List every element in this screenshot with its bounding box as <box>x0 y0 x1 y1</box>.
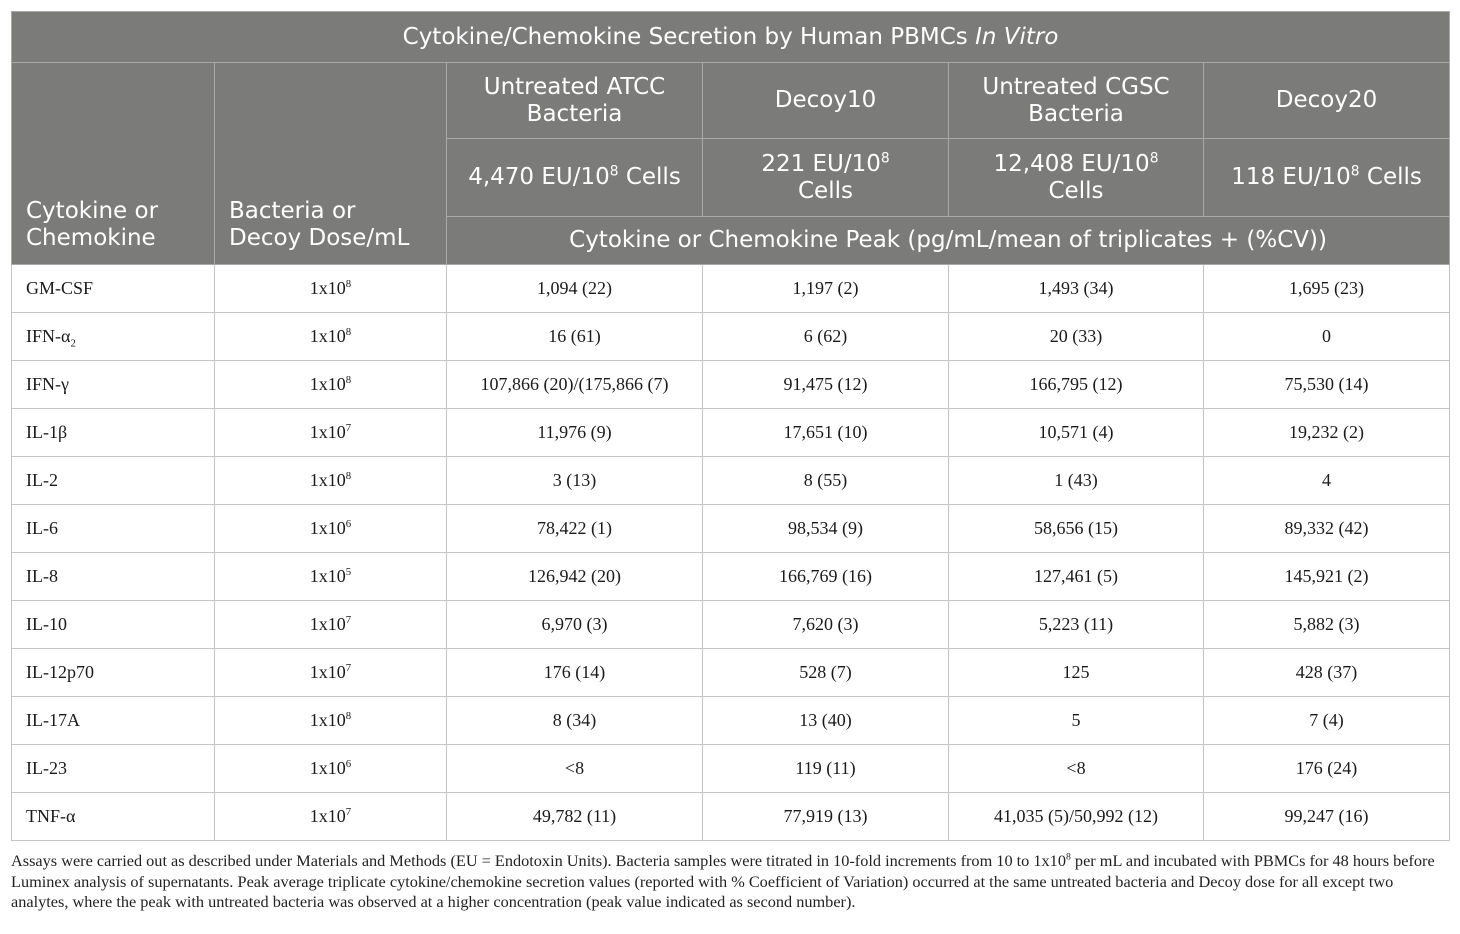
group-endotoxin: 118 $EU/10^8$ Cells <box>1204 139 1450 217</box>
cytokine-name: IL-8 <box>12 553 215 601</box>
cytokine-name: IL-17A <box>12 697 215 745</box>
cytokine-name: IFN-$\alpha_2$ <box>12 313 215 361</box>
value-cell: 107,866 (20)/(175,866 (7) <box>447 361 703 409</box>
value-cell: 19,232 (2) <box>1204 409 1450 457</box>
value-cell: 6 (62) <box>703 313 949 361</box>
table-row <box>12 601 1450 649</box>
value-cell: 49,782 (11) <box>447 793 703 841</box>
table-row <box>12 697 1450 745</box>
cytokine-name: IL-12p70 <box>12 649 215 697</box>
dose-cell: $1x10^7$ <box>215 409 447 457</box>
table-container <box>11 11 1449 841</box>
value-cell: 428 (37) <box>1204 649 1450 697</box>
value-cell: 1,695 (23) <box>1204 265 1450 313</box>
table-row <box>12 505 1450 553</box>
value-cell: 176 (24) <box>1204 745 1450 793</box>
footnote: Assays were carried out as described under Materials and Methods (EU = Endotoxin Units). Bacteria samples were titrated in 10-fold increments from 10 to $1x10^8$ per mL and incubated with PBMCs for 48 hours before Luminex analysis of supernatants. Peak average triplicate cytokine/chemokine secretion values (reported with % Coefficient of Variation) occurred at the same untreated bacteria and Decoy dose for all except two analytes, where the peak with untreated bacteria was observed at a higher concentration (peak value indicated as second number). <box>11 851 1435 911</box>
value-cell: 1 (43) <box>949 457 1204 505</box>
table-row <box>12 265 1450 313</box>
value-cell: 0 <box>1204 313 1450 361</box>
group-endotoxin: 12,408 $EU/10^8$ Cells <box>949 139 1204 217</box>
value-cell: 4 <box>1204 457 1450 505</box>
peak-header: Cytokine or Chemokine Peak (pg/mL/mean of triplicates + (%CV)) <box>447 217 1450 265</box>
value-cell: 7,620 (3) <box>703 601 949 649</box>
value-cell: 13 (40) <box>703 697 949 745</box>
dose-cell: $1x10^7$ <box>215 601 447 649</box>
value-cell: 58,656 (15) <box>949 505 1204 553</box>
group-endotoxin: 221 $EU/10^8$ Cells <box>703 139 949 217</box>
value-cell: 166,795 (12) <box>949 361 1204 409</box>
value-cell: 145,921 (2) <box>1204 553 1450 601</box>
dose-cell: $1x10^5$ <box>215 553 447 601</box>
cytokine-name: IL-2 <box>12 457 215 505</box>
value-cell: 99,247 (16) <box>1204 793 1450 841</box>
value-cell: 17,651 (10) <box>703 409 949 457</box>
value-cell: 126,942 (20) <box>447 553 703 601</box>
header-dose: Bacteria or Decoy Dose/mL <box>215 63 447 265</box>
value-cell: 5 <box>949 697 1204 745</box>
value-cell: 166,769 (16) <box>703 553 949 601</box>
table-row <box>12 745 1450 793</box>
dose-cell: $1x10^8$ <box>215 361 447 409</box>
value-cell: 78,422 (1) <box>447 505 703 553</box>
dose-cell: $1x10^8$ <box>215 313 447 361</box>
cytokine-name: IL-10 <box>12 601 215 649</box>
header-cytokine: Cytokine or Chemokine <box>12 63 215 265</box>
value-cell: 16 (61) <box>447 313 703 361</box>
value-cell: 127,461 (5) <box>949 553 1204 601</box>
group-name: Decoy20 <box>1204 63 1450 139</box>
cytokine-name: IL-23 <box>12 745 215 793</box>
dose-cell: $1x10^6$ <box>215 745 447 793</box>
table-row <box>12 361 1450 409</box>
dose-cell: $1x10^6$ <box>215 505 447 553</box>
value-cell: 98,534 (9) <box>703 505 949 553</box>
cytokine-name: IL-1β <box>12 409 215 457</box>
value-cell: 1,493 (34) <box>949 265 1204 313</box>
table-row <box>12 457 1450 505</box>
value-cell: 8 (55) <box>703 457 949 505</box>
value-cell: 89,332 (42) <box>1204 505 1450 553</box>
group-endotoxin: 4,470 $EU/10^8$ Cells <box>447 139 703 217</box>
value-cell: 6,970 (3) <box>447 601 703 649</box>
value-cell: 176 (14) <box>447 649 703 697</box>
dose-cell: $1x10^8$ <box>215 697 447 745</box>
value-cell: 10,571 (4) <box>949 409 1204 457</box>
value-cell: 11,976 (9) <box>447 409 703 457</box>
value-cell: 1,094 (22) <box>447 265 703 313</box>
cytokine-name: GM-CSF <box>12 265 215 313</box>
value-cell: 41,035 (5)/50,992 (12) <box>949 793 1204 841</box>
value-cell: 8 (34) <box>447 697 703 745</box>
dose-cell: $1x10^7$ <box>215 793 447 841</box>
cytokine-name: IFN-γ <box>12 361 215 409</box>
value-cell: 5,882 (3) <box>1204 601 1450 649</box>
dose-cell: $1x10^7$ <box>215 649 447 697</box>
value-cell: 20 (33) <box>949 313 1204 361</box>
cytokine-table <box>11 11 1450 841</box>
value-cell: <8 <box>447 745 703 793</box>
dose-cell: $1x10^8$ <box>215 265 447 313</box>
table-row <box>12 313 1450 361</box>
value-cell: 3 (13) <box>447 457 703 505</box>
value-cell: 5,223 (11) <box>949 601 1204 649</box>
value-cell: <8 <box>949 745 1204 793</box>
value-cell: 75,530 (14) <box>1204 361 1450 409</box>
table-row <box>12 409 1450 457</box>
group-name: Decoy10 <box>703 63 949 139</box>
table-row <box>12 649 1450 697</box>
value-cell: 77,919 (13) <box>703 793 949 841</box>
table-row <box>12 793 1450 841</box>
value-cell: 91,475 (12) <box>703 361 949 409</box>
table-title: Cytokine/Chemokine Secretion by Human PBMCs In Vitro <box>12 12 1450 63</box>
value-cell: 119 (11) <box>703 745 949 793</box>
table-row <box>12 553 1450 601</box>
value-cell: 1,197 (2) <box>703 265 949 313</box>
group-name: Untreated ATCC Bacteria <box>447 63 703 139</box>
cytokine-name: TNF-α <box>12 793 215 841</box>
value-cell: 125 <box>949 649 1204 697</box>
cytokine-name: IL-6 <box>12 505 215 553</box>
value-cell: 7 (4) <box>1204 697 1450 745</box>
value-cell: 528 (7) <box>703 649 949 697</box>
group-name: Untreated CGSC Bacteria <box>949 63 1204 139</box>
table-body <box>12 265 1450 841</box>
dose-cell: $1x10^8$ <box>215 457 447 505</box>
